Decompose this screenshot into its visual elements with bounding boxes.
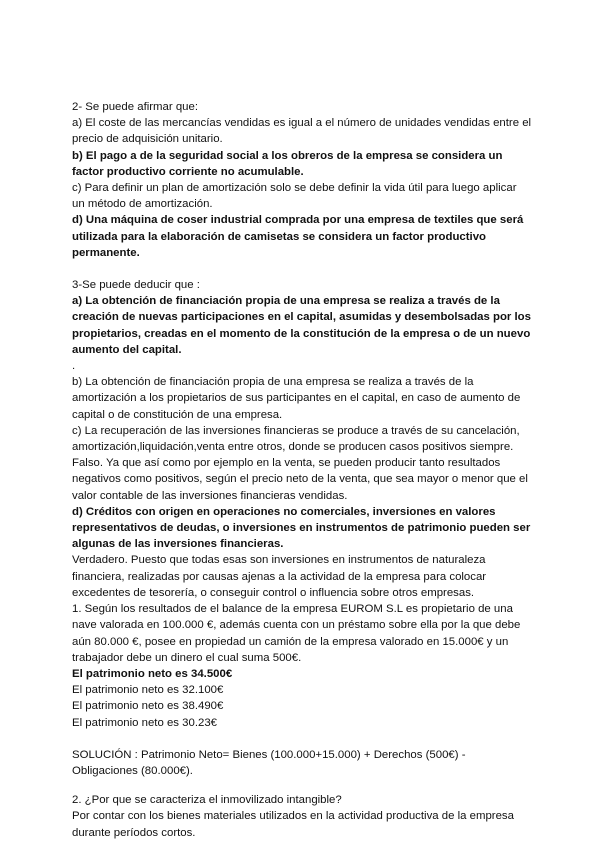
q3-dot: .: [72, 360, 76, 373]
q2-option-c: c) Para definir un plan de amortización solo se debe definir la vida útil para luego aplicar un método de amortización.: [72, 182, 517, 211]
p1-option-4: El patrimonio neto es 30.23€: [72, 716, 218, 729]
p1-solution: SOLUCIÓN : Patrimonio Neto= Bienes (100.000+15.000) + Derechos (500€) - Obligaciones (80.000€).: [72, 748, 466, 777]
q3-option-b: b) La obtención de financiación propia de una empresa se realiza a través de la amortización a los propietarios de sus participantes en el capital, en caso de aumento de capital o de constitución de una empresa.: [72, 376, 521, 421]
q2-option-a: a) El coste de las mercancías vendidas es igual a el número de unidades vendidas entre el precio de adquisición unitario.: [72, 117, 532, 146]
document-body: [72, 99, 532, 841]
q2-option-b: b) El pago a de la seguridad social a los obreros de la empresa se considera un factor productivo corriente no acumulable.: [72, 149, 503, 178]
spacer: [72, 731, 532, 747]
q3-option-d: d) Créditos con origen en operaciones no comerciales, inversiones en valores representativos de deudas, o inversiones en instrumentos de patrimonio pueden ser algunas de las inversiones financieras.: [72, 505, 531, 551]
p2-question: 2. ¿Por que se caracteriza el inmovilizado intangible?: [72, 794, 342, 807]
p1-option-1: El patrimonio neto es 34.500€: [72, 667, 233, 680]
spacer: [72, 779, 532, 792]
spacer: [72, 261, 532, 277]
p1-option-2: El patrimonio neto es 32.100€: [72, 684, 224, 697]
q3-option-a: a) La obtención de financiación propia de una empresa se realiza a través de la creación de nuevas participaciones en el capital, asumidas y desembolsadas por los propietarios, creadas en el momento de la constitución de la empresa o de un nuevo aumento del capital.: [72, 295, 531, 356]
p2-answer: Por contar con los bienes materiales utilizados en la actividad productiva de la empresa durante períodos cortos.: [72, 810, 514, 839]
p1-option-3: El patrimonio neto es 38.490€: [72, 700, 224, 713]
q3-option-d-note: Verdadero. Puesto que todas esas son inversiones en instrumentos de naturaleza financiera, realizadas por causas ajenas a la actividad de la empresa para colocar excedentes de tesorería, o conseguir control o influencia sobre otros empresas.: [72, 554, 487, 599]
q3-option-c: c) La recuperación de las inversiones financieras se produce a través de su cancelación, amortización,liquidación,venta entre otros, donde se producen casos positivos siempre.: [72, 424, 520, 454]
p1-statement: 1. Según los resultados de el balance de la empresa EUROM S.L es propietario de una nave valorada en 100.000 €, además cuenta con un préstamo sobre ella por la que debe aún 80.000 €, posee en propiedad un camión de la empresa valorado en 15.000€ y un trabajador debe un dinero el cual suma 500€.: [72, 603, 521, 664]
q3-heading: 3-Se puede deducir que :: [72, 279, 200, 292]
q2-heading: 2- Se puede afirmar que:: [72, 101, 199, 113]
q2-option-d: d) Una máquina de coser industrial comprada por una empresa de textiles que será utilizada para la elaboración de camisetas se considera un factor productivo permanente.: [72, 214, 524, 259]
q3-option-c-note: Falso. Ya que así como por ejemplo en la venta, se pueden producir tanto resultados negativos como positivos, según el precio neto de la venta, que sea mayor o menor que el valor contable de las inversiones financieras vendidas.: [72, 457, 528, 502]
